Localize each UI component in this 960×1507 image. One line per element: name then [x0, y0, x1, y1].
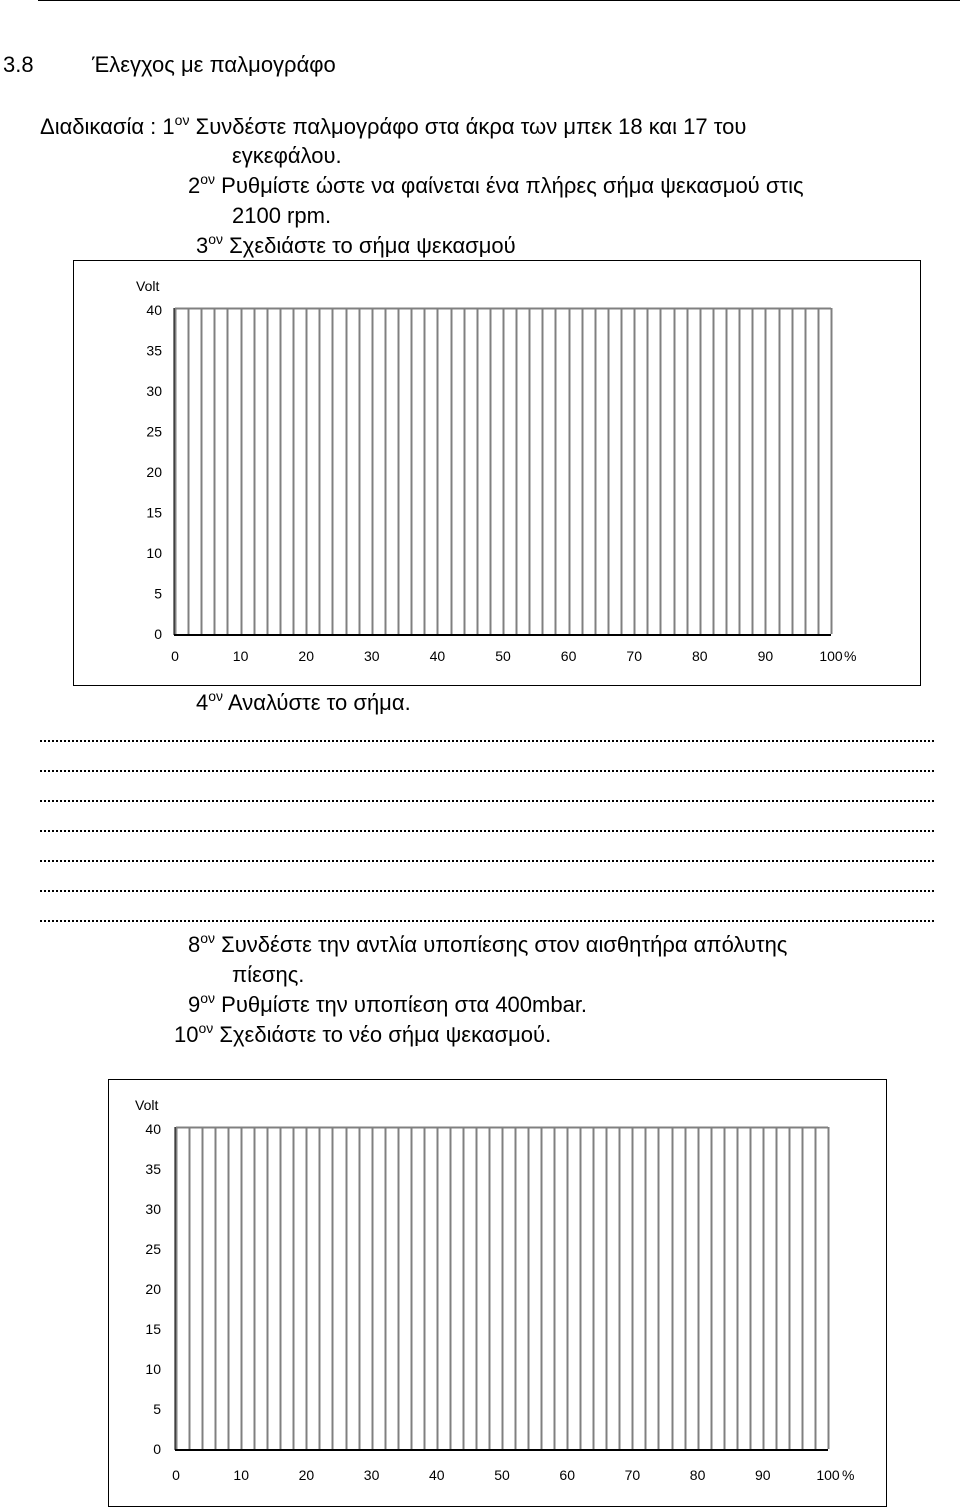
procedure-label: Διαδικασία : [40, 114, 157, 139]
y-tick-label: 20 [146, 464, 162, 480]
chart-1-svg [74, 261, 920, 685]
page-top-rule [38, 0, 960, 1]
step-ordinal: ον [208, 231, 224, 247]
y-tick-label: 40 [145, 1121, 161, 1137]
step-number: 4 [196, 690, 209, 715]
x-tick-label: 20 [298, 1467, 315, 1483]
step-2-continued: 2100 rpm. [232, 203, 332, 228]
x-tick-label: 40 [429, 648, 446, 664]
y-tick-label: 35 [146, 342, 162, 359]
oscilloscope-chart-2 [108, 1079, 887, 1507]
step-ordinal: ον [200, 171, 216, 187]
y-tick-label: 15 [145, 1321, 161, 1337]
y-axis-label: Volt [136, 278, 160, 294]
step-text: Σχεδιάστε το νέο σήμα ψεκασμού. [219, 1022, 552, 1047]
step-ordinal: ον [208, 688, 224, 704]
step-number: 3 [196, 233, 209, 258]
x-tick-label: 40 [429, 1467, 445, 1483]
x-tick-label: 90 [755, 1467, 771, 1483]
x-tick-label: 60 [559, 1467, 575, 1483]
x-tick-label: 10 [232, 648, 249, 664]
x-tick-label: 80 [689, 1467, 706, 1483]
step-8-continued: πίεσης. [232, 962, 305, 987]
step-number: 2 [188, 173, 201, 198]
writing-line[interactable] [40, 830, 934, 832]
y-tick-label: 25 [146, 423, 162, 440]
y-tick-label: 30 [146, 383, 162, 399]
x-tick-label: 80 [692, 648, 708, 664]
x-tick-label: 70 [624, 1467, 641, 1483]
step-ordinal: ον [174, 112, 190, 128]
y-tick-label: 25 [145, 1241, 161, 1257]
step-1 [40, 114, 746, 142]
step-text: Συνδέστε την αντλία υποπίεσης στον αισθητήρα απόλυτης [221, 932, 788, 957]
y-tick-label: 40 [146, 302, 162, 318]
x-tick-label: 90 [757, 648, 774, 664]
step-ordinal: ον [200, 930, 216, 946]
step-text: Αναλύστε το σήμα. [227, 690, 411, 715]
x-tick-label: 10 [233, 1467, 249, 1483]
y-tick-label: 0 [154, 626, 162, 642]
y-tick-label: 0 [153, 1441, 161, 1457]
oscilloscope-chart-1 [73, 260, 921, 686]
x-tick-label: 60 [560, 648, 577, 664]
step-9 [188, 992, 587, 1020]
step-text: Ρυθμίστε την υποπίεση στα 400mbar. [221, 992, 588, 1017]
step-2 [188, 173, 804, 201]
step-4 [196, 690, 411, 718]
x-tick-label: 100 [819, 648, 843, 664]
y-axis-label: Volt [135, 1097, 159, 1113]
step-number: 8 [188, 932, 201, 957]
step-number: 10 [174, 1022, 199, 1047]
x-axis-label: % [842, 1467, 855, 1483]
step-10 [174, 1022, 551, 1050]
step-number: 1 [162, 114, 175, 139]
section-number: 3.8 [3, 52, 34, 77]
chart-2-svg [109, 1080, 886, 1506]
writing-line[interactable] [40, 860, 934, 862]
step-1-continued: εγκεφάλου. [232, 143, 342, 168]
x-tick-label: 100 [816, 1467, 840, 1483]
step-3 [196, 233, 516, 261]
x-tick-label: 50 [494, 1467, 510, 1483]
writing-line[interactable] [40, 920, 934, 922]
x-tick-label: 30 [364, 648, 380, 664]
x-tick-label: 20 [298, 648, 314, 664]
y-tick-label: 15 [146, 504, 162, 521]
step-ordinal: ον [198, 1020, 214, 1036]
step-number: 9 [188, 992, 201, 1017]
x-tick-label: 0 [171, 648, 179, 664]
y-tick-label: 10 [145, 1361, 161, 1377]
writing-line[interactable] [40, 770, 934, 772]
step-text: Ρυθμίστε ώστε να φαίνεται ένα πλήρες σήμα ψεκασμού στις [221, 173, 804, 198]
step-text: Συνδέστε παλμογράφο στα άκρα των μπεκ 18 και 17 του [195, 114, 747, 139]
y-tick-label: 20 [145, 1281, 161, 1297]
y-tick-label: 5 [154, 585, 162, 602]
x-tick-label: 30 [363, 1467, 380, 1483]
writing-line[interactable] [40, 740, 934, 742]
x-tick-label: 50 [495, 648, 511, 664]
y-tick-label: 30 [145, 1201, 161, 1217]
writing-line[interactable] [40, 890, 934, 892]
writing-line[interactable] [40, 800, 934, 802]
step-8 [188, 932, 787, 960]
step-ordinal: ον [200, 990, 216, 1006]
y-tick-label: 35 [145, 1161, 161, 1177]
step-text: Σχεδιάστε το σήμα ψεκασμού [229, 233, 516, 258]
section-title: Έλεγχος με παλμογράφο [92, 52, 336, 77]
x-axis-label: % [844, 648, 857, 664]
x-tick-label: 0 [172, 1467, 180, 1483]
y-tick-label: 5 [153, 1401, 161, 1417]
x-tick-label: 70 [626, 648, 642, 664]
y-tick-label: 10 [146, 545, 162, 561]
